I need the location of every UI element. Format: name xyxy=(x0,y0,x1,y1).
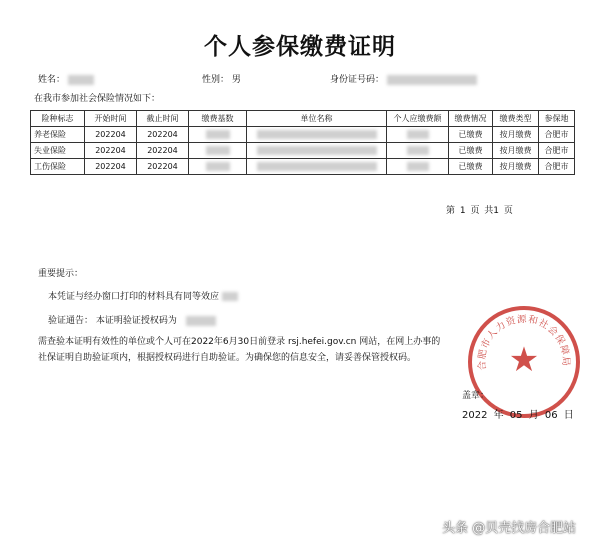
gender-value: 男 xyxy=(231,75,241,85)
notice-line1-text: 本凭证与经办窗口打印的材料具有同等效应 xyxy=(48,292,220,302)
status-cell: 已缴费 xyxy=(449,143,493,159)
table-row xyxy=(31,143,575,159)
amount-redacted xyxy=(407,146,429,155)
notice-redacted xyxy=(222,292,238,301)
end-cell: 202204 xyxy=(137,127,189,143)
status-cell: 已缴费 xyxy=(449,159,493,175)
column-header: 参保地 xyxy=(539,111,575,127)
company-cell xyxy=(247,159,387,175)
official-seal xyxy=(468,306,580,418)
amount-redacted xyxy=(407,162,429,171)
verify-line xyxy=(48,313,216,326)
end-cell: 202204 xyxy=(137,159,189,175)
notice-line4: 社保证明自助验证项内，根据授权码进行自助验证。为确保您的信息安全，请妥善保管授权码。 xyxy=(38,353,417,363)
id-field xyxy=(330,72,477,85)
start-cell: 202204 xyxy=(85,127,137,143)
name-label: 姓名： xyxy=(38,75,66,85)
column-header: 险种标志 xyxy=(31,111,85,127)
table-header-row xyxy=(31,111,575,127)
subtitle: 在我市参加社会保险情况如下： xyxy=(34,94,161,104)
insurance-type-cell: 养老保险 xyxy=(31,127,85,143)
verify-text: 本证明验证授权码为 xyxy=(95,316,177,326)
id-redacted xyxy=(387,75,477,85)
issue-date: 2022 年 05 月 06 日 xyxy=(462,410,574,421)
table-row xyxy=(31,159,575,175)
start-cell: 202204 xyxy=(85,143,137,159)
end-cell: 202204 xyxy=(137,143,189,159)
base-redacted xyxy=(206,146,230,155)
company-redacted xyxy=(257,162,377,171)
gender-label: 性别： xyxy=(202,75,230,85)
status-cell: 已缴费 xyxy=(449,127,493,143)
company-redacted xyxy=(257,146,377,155)
place-cell: 合肥市 xyxy=(539,159,575,175)
notice-line1 xyxy=(48,289,238,302)
table-row xyxy=(31,127,575,143)
star-icon: ★ xyxy=(508,340,540,380)
start-cell: 202204 xyxy=(85,159,137,175)
company-redacted xyxy=(257,130,377,139)
seal-label: 盖章： xyxy=(462,391,490,401)
column-header: 截止时间 xyxy=(137,111,189,127)
verify-label: 验证通告： xyxy=(48,316,94,326)
amount-cell xyxy=(387,143,449,159)
amount-cell xyxy=(387,159,449,175)
notice-line3: 需查验本证明有效性的单位或个人可在2022年6月30日前登录 rsj.hefei.gov.cn 网站，在网上办事的 xyxy=(38,337,441,347)
column-header: 缴费情况 xyxy=(449,111,493,127)
gender-field xyxy=(202,72,241,85)
company-cell xyxy=(247,143,387,159)
watermark: 头条 @贝壳找房合肥站 xyxy=(442,521,577,536)
column-header: 开始时间 xyxy=(85,111,137,127)
base-cell xyxy=(189,143,247,159)
amount-cell xyxy=(387,127,449,143)
notice-heading: 重要提示： xyxy=(38,269,84,279)
pay-type-cell: 按月缴费 xyxy=(493,127,539,143)
page-title: 个人参保缴费证明 xyxy=(204,34,396,60)
column-header: 个人应缴费额 xyxy=(387,111,449,127)
amount-redacted xyxy=(407,130,429,139)
column-header: 单位名称 xyxy=(247,111,387,127)
column-header: 缴费类型 xyxy=(493,111,539,127)
insurance-type-cell: 工伤保险 xyxy=(31,159,85,175)
base-cell xyxy=(189,159,247,175)
auth-code-redacted xyxy=(186,316,216,326)
pay-type-cell: 按月缴费 xyxy=(493,159,539,175)
company-cell xyxy=(247,127,387,143)
id-label: 身份证号码： xyxy=(330,75,385,85)
base-redacted xyxy=(206,162,230,171)
base-cell xyxy=(189,127,247,143)
name-field xyxy=(38,72,94,85)
column-header: 缴费基数 xyxy=(189,111,247,127)
place-cell: 合肥市 xyxy=(539,127,575,143)
insurance-type-cell: 失业保险 xyxy=(31,143,85,159)
seal-text: 合肥市人力资源和社会保障局 xyxy=(476,314,572,371)
insurance-table xyxy=(30,110,575,175)
base-redacted xyxy=(206,130,230,139)
page-indicator: 第 1 页 共1 页 xyxy=(446,206,513,216)
pay-type-cell: 按月缴费 xyxy=(493,143,539,159)
place-cell: 合肥市 xyxy=(539,143,575,159)
name-redacted xyxy=(68,75,94,85)
